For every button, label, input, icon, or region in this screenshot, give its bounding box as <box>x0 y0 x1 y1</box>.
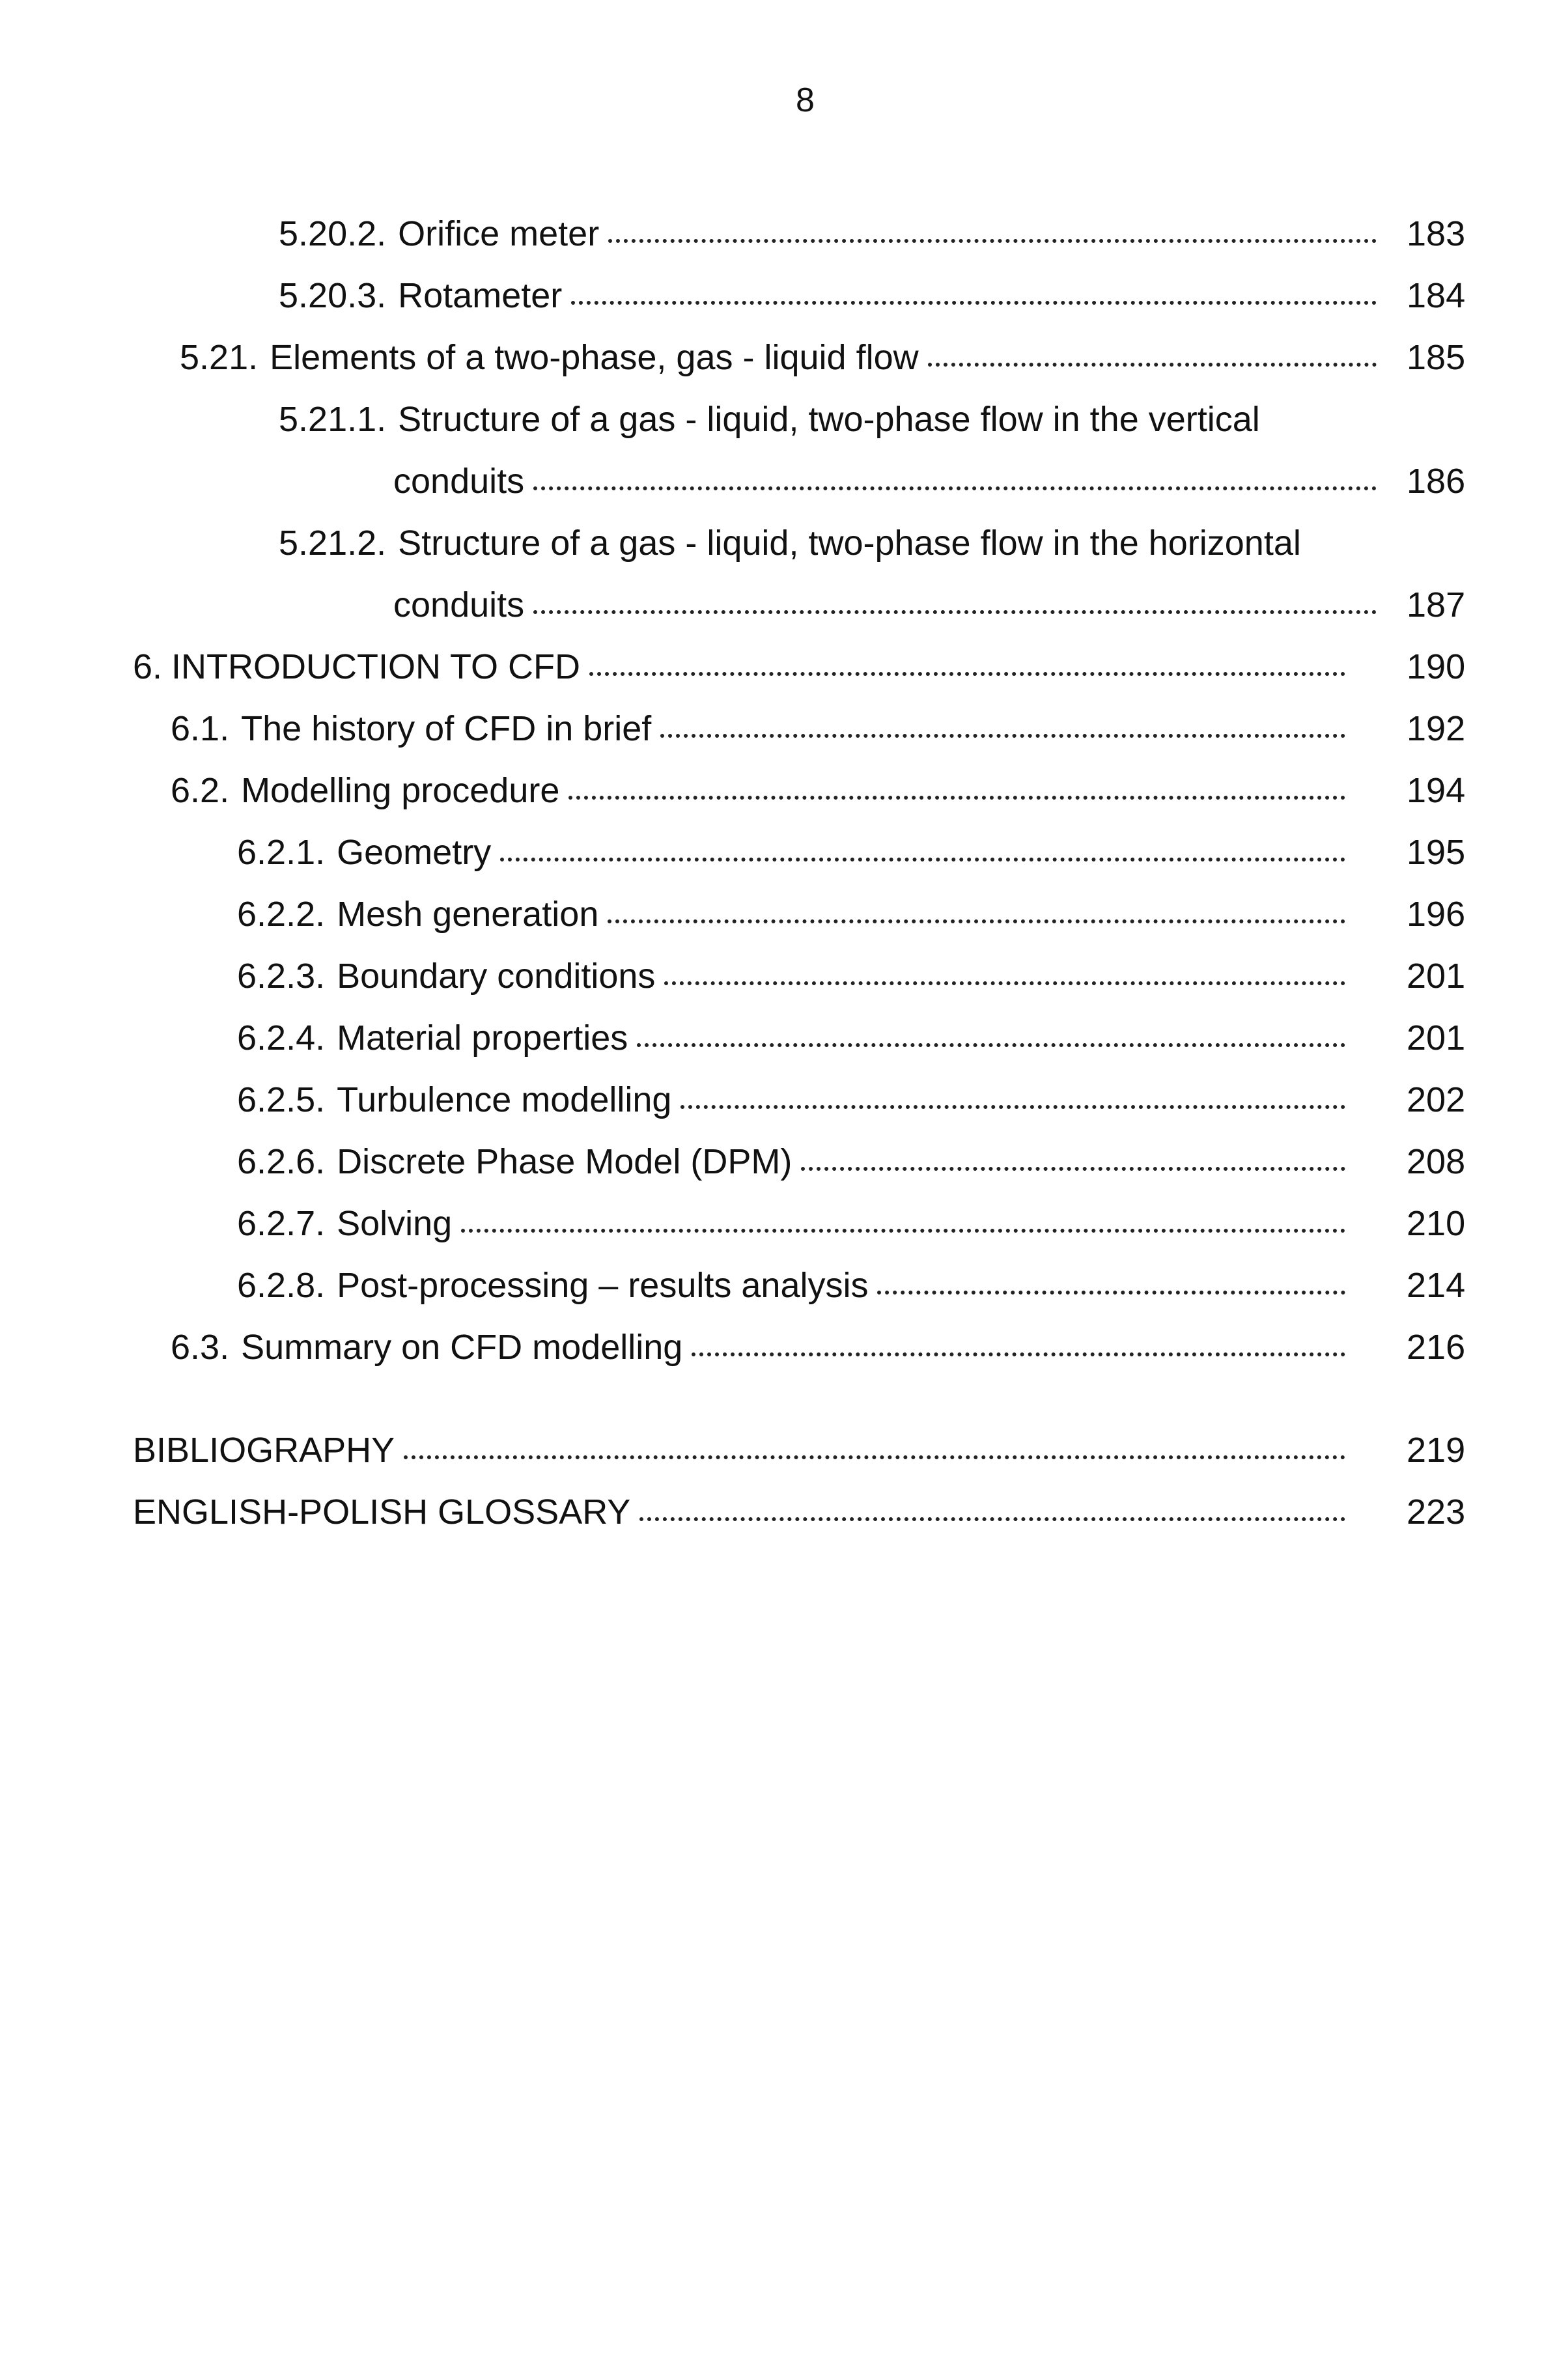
toc-entry[interactable] <box>171 1330 1354 1365</box>
toc-entry-number: 6.2.8. <box>237 1266 326 1305</box>
toc-entry-title: Rotameter <box>398 276 563 315</box>
toc-entry-title: BIBLIOGRAPHY <box>133 1431 395 1470</box>
toc-entry-page: 187 <box>1407 585 1466 624</box>
dot-leader <box>500 858 1345 861</box>
toc-entry[interactable] <box>237 1144 1354 1179</box>
toc-entry-title-continuation: conduits <box>393 585 525 624</box>
dot-leader <box>637 1043 1345 1047</box>
dot-leader <box>568 796 1345 800</box>
toc-entry[interactable] <box>237 959 1354 994</box>
toc-entry-page: 219 <box>1407 1431 1466 1470</box>
toc-entry-page: 196 <box>1407 895 1466 934</box>
toc-entry[interactable] <box>171 711 1354 746</box>
toc-entry-title: Elements of a two-phase, gas - liquid flow <box>270 338 919 377</box>
toc-entry-number: 5.20.2. <box>279 214 387 253</box>
toc-entry-number: 6.2.5. <box>237 1080 326 1119</box>
toc-entry-title: Material properties <box>337 1018 628 1057</box>
toc-entry[interactable] <box>237 897 1354 932</box>
dot-leader <box>692 1352 1345 1356</box>
dot-leader <box>928 363 1377 367</box>
toc-entry-title: Boundary conditions <box>337 957 656 996</box>
toc-entry-title: Orifice meter <box>398 214 600 253</box>
toc-entry[interactable] <box>279 278 1386 313</box>
toc-entry[interactable] <box>237 835 1354 870</box>
toc-entry-title: Mesh generation <box>337 895 599 934</box>
toc-entry[interactable] <box>133 1494 1354 1530</box>
dot-leader <box>608 919 1345 923</box>
toc-entry-title: INTRODUCTION TO CFD <box>171 647 581 686</box>
toc-entry-number: 6. <box>133 647 163 686</box>
toc-entry-number: 5.21.2. <box>279 524 387 563</box>
toc-entry-page: 183 <box>1407 214 1466 253</box>
dot-leader <box>589 672 1345 676</box>
toc-entry-title: Geometry <box>337 833 492 872</box>
toc-entry[interactable] <box>171 773 1354 808</box>
toc-entry[interactable] <box>133 1433 1354 1468</box>
toc-entry[interactable] <box>237 1268 1354 1303</box>
toc-entry-number: 6.3. <box>171 1328 230 1367</box>
dot-leader <box>877 1291 1345 1295</box>
dot-leader <box>639 1517 1345 1521</box>
toc-entry[interactable] <box>279 216 1386 251</box>
dot-leader <box>461 1229 1345 1233</box>
toc-entry-title: Solving <box>337 1204 453 1243</box>
dot-leader <box>571 301 1377 305</box>
toc-entry-page: 202 <box>1407 1080 1466 1119</box>
dot-leader <box>660 734 1345 738</box>
dot-leader <box>664 981 1345 985</box>
toc-entry-page: 223 <box>1407 1492 1466 1532</box>
toc-entry-number: 6.2.3. <box>237 957 326 996</box>
toc-entry-page: 194 <box>1407 771 1466 810</box>
toc-entry[interactable] <box>237 1020 1354 1056</box>
toc-entry-title: Turbulence modelling <box>337 1080 672 1119</box>
toc-entry-number: 5.20.3. <box>279 276 387 315</box>
toc-entry[interactable] <box>279 525 1301 561</box>
page-number: 8 <box>796 81 815 119</box>
toc-entry-page: 201 <box>1407 957 1466 996</box>
toc-entry-page: 190 <box>1407 647 1466 686</box>
toc-entry-title: Structure of a gas - liquid, two-phase flow in the vertical <box>398 400 1260 439</box>
toc-entry-title: Structure of a gas - liquid, two-phase flow in the horizontal <box>398 524 1301 563</box>
toc-entry-page: 216 <box>1407 1328 1466 1367</box>
toc-entry-number: 6.2.6. <box>237 1142 326 1181</box>
toc-entry-number: 6.2.4. <box>237 1018 326 1057</box>
toc-entry-page: 208 <box>1407 1142 1466 1181</box>
toc-entry-page: 192 <box>1407 709 1466 748</box>
toc-entry-title: Summary on CFD modelling <box>241 1328 683 1367</box>
dot-leader <box>404 1455 1345 1459</box>
toc-entry-continuation[interactable] <box>393 587 1386 623</box>
toc-entry-title: The history of CFD in brief <box>241 709 652 748</box>
toc-entry-page: 186 <box>1407 462 1466 501</box>
toc-entry-title: Discrete Phase Model (DPM) <box>337 1142 793 1181</box>
toc-entry-number: 6.2.1. <box>237 833 326 872</box>
toc-entry-page: 201 <box>1407 1018 1466 1057</box>
toc-entry-number: 5.21.1. <box>279 400 387 439</box>
dot-leader <box>608 239 1377 243</box>
toc-entry[interactable] <box>237 1082 1354 1117</box>
dot-leader <box>533 610 1377 614</box>
toc-entry-title: ENGLISH-POLISH GLOSSARY <box>133 1492 631 1532</box>
toc-entry-page: 210 <box>1407 1204 1466 1243</box>
toc-entry-number: 5.21. <box>180 338 259 377</box>
toc-entry-title: Post-processing – results analysis <box>337 1266 869 1305</box>
toc-entry[interactable] <box>133 649 1354 684</box>
toc-entry-page: 195 <box>1407 833 1466 872</box>
toc-entry[interactable] <box>279 402 1260 437</box>
toc-entry-page: 184 <box>1407 276 1466 315</box>
toc-entry-number: 6.2.7. <box>237 1204 326 1243</box>
toc-entry[interactable] <box>237 1206 1354 1241</box>
toc-entry-continuation[interactable] <box>393 464 1386 499</box>
dot-leader <box>801 1167 1345 1171</box>
toc-entry-page: 214 <box>1407 1266 1466 1305</box>
toc-entry-title-continuation: conduits <box>393 462 525 501</box>
dot-leader <box>680 1105 1345 1109</box>
toc-entry-number: 6.1. <box>171 709 230 748</box>
toc-entry-title: Modelling procedure <box>241 771 560 810</box>
toc-entry-number: 6.2. <box>171 771 230 810</box>
toc-entry-page: 185 <box>1407 338 1466 377</box>
toc-entry[interactable] <box>180 340 1386 375</box>
dot-leader <box>533 486 1377 490</box>
toc-entry-number: 6.2.2. <box>237 895 326 934</box>
